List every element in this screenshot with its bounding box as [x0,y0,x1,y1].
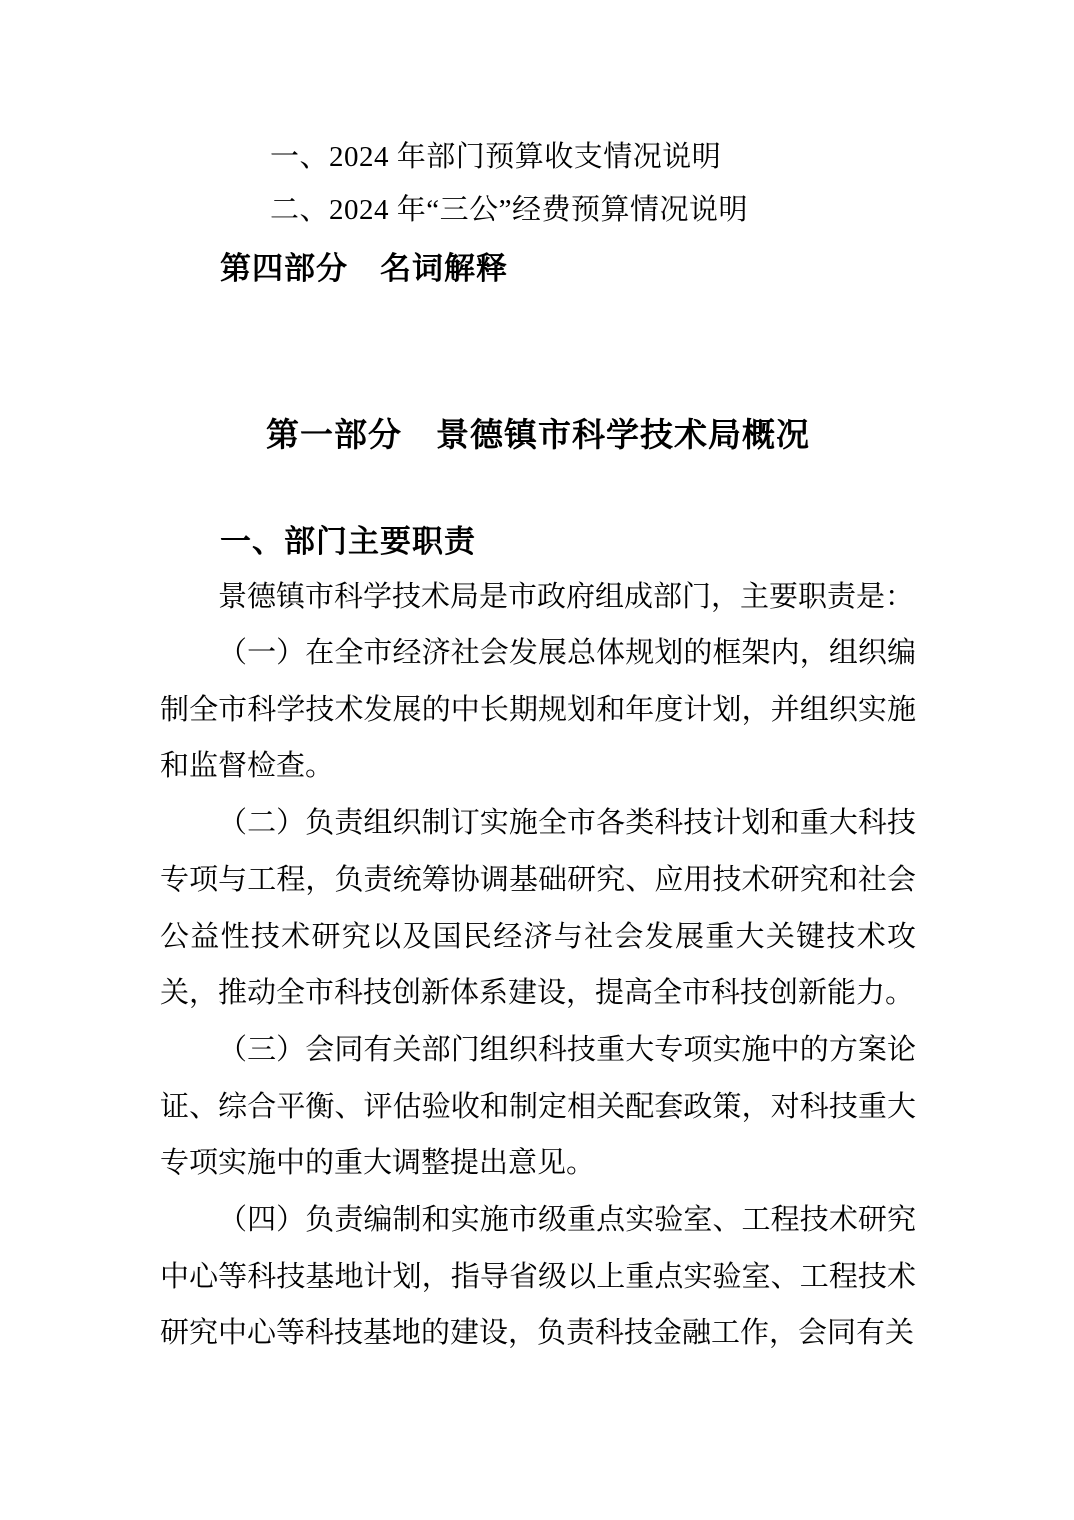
duty-paragraph-3: （三）会同有关部门组织科技重大专项实施中的方案论证、综合平衡、评估验收和制定相关配套政策，对科技重大专项实施中的重大调整提出意见。 [160,1033,916,1180]
duty-paragraph-1: （一）在全市经济社会发展总体规划的框架内，组织编制全市科学技术发展的中长期规划和年度计划，并组织实施和监督检查。 [160,637,916,783]
duty-paragraph-2: （二）负责组织制订实施全市各类科技计划和重大科技专项与工程，负责统筹协调基础研究、应用技术研究和社会公益性技术研究以及国民经济与社会发展重大关键技术攻关，推动全市科技创新体系建设，提高全市科技创新能力。 [160,807,916,1010]
part-one-title: 第一部分 景德镇市科学技术局概况 [266,416,810,453]
part-four-heading: 第四部分 名词解释 [220,251,508,286]
intro-paragraph: 景德镇市科学技术局是市政府组成部门，主要职责是： [218,581,915,613]
document-content [160,131,916,1362]
duty-paragraph-4: （四）负责编制和实施市级重点实验室、工程技术研究中心等科技基地计划，指导省级以上重点实验室、工程技术研究中心等科技基地的建设，负责科技金融工作，会同有关 [160,1204,916,1350]
toc-item-three-public-funds: 二、2024 年“三公”经费预算情况说明 [270,194,748,226]
toc-item-budget-statement: 一、2024 年部门预算收支情况说明 [270,141,722,173]
section-heading-duties: 一、部门主要职责 [220,524,476,559]
